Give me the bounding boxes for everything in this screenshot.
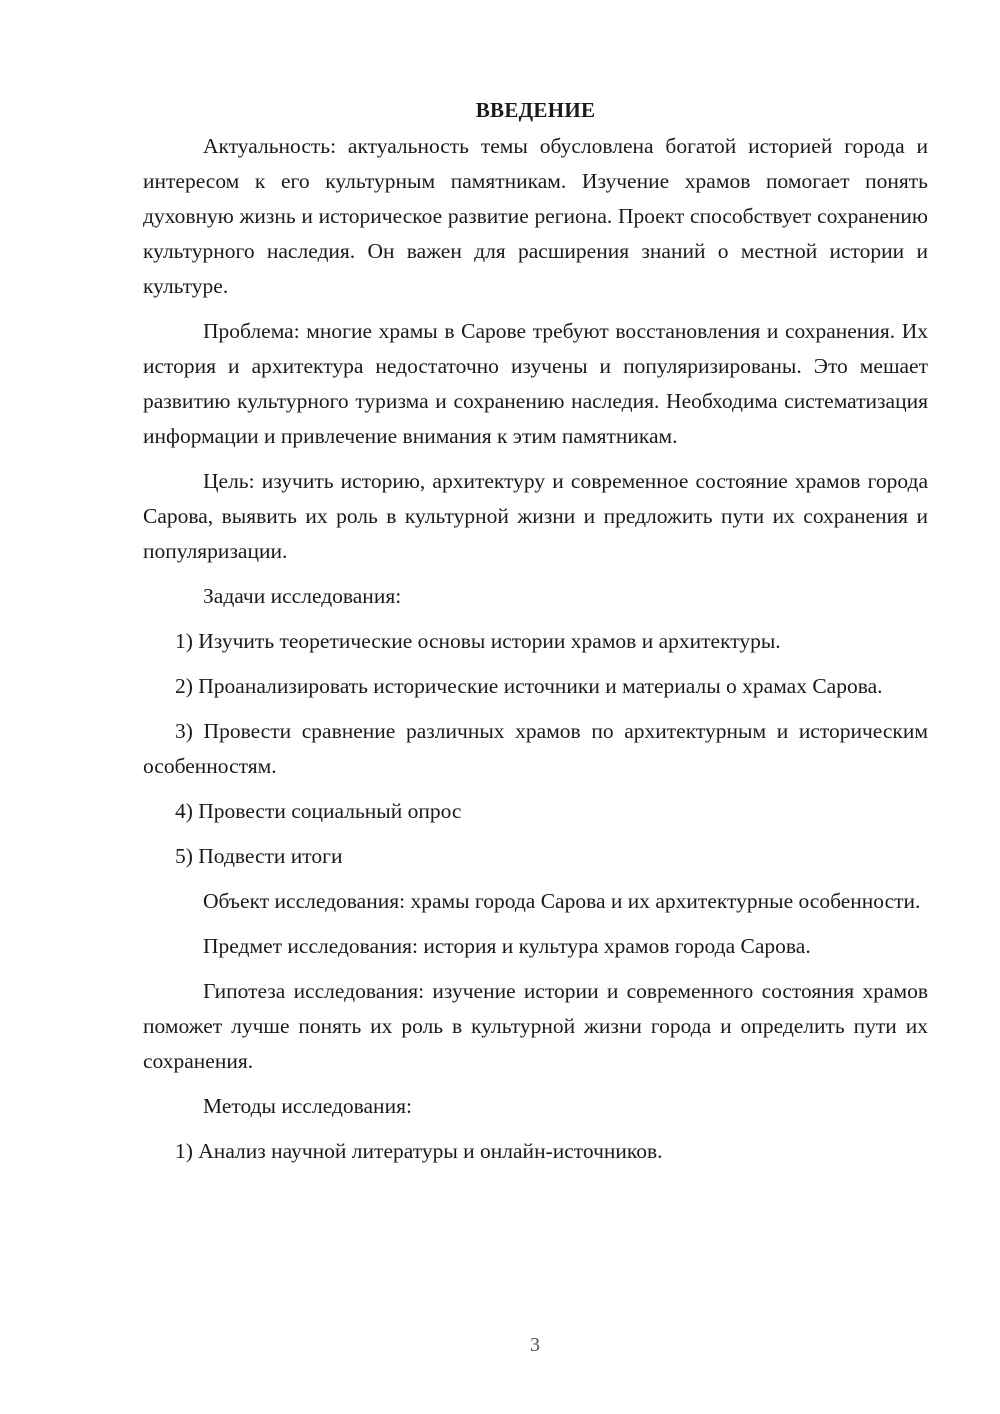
paragraph-methods-heading: Методы исследования:	[203, 1094, 412, 1118]
paragraph-relevance: Актуальность: актуальность темы обусловлена богатой историей города и интересом к его культурным памятникам. Изучение храмов помогает понять духовную жизнь и историческое развитие региона. Проект способствует сохранению культурного наследия. Он важен для расширения знаний о местной истории и культуре.	[143, 134, 928, 298]
paragraph-hypothesis: Гипотеза исследования: изучение истории и современного состояния храмов поможет лучше понять их роль в культурной жизни города и определить пути их сохранения.	[143, 979, 928, 1073]
paragraph-subject: Предмет исследования: история и культура храмов города Сарова.	[203, 934, 811, 958]
page-content	[143, 95, 928, 1179]
task-item-5: 5) Подвести итоги	[175, 844, 343, 868]
paragraph-problem: Проблема: многие храмы в Сарове требуют восстановления и сохранения. Их история и архитектура недостаточно изучены и популяризированы. Это мешает развитию культурного туризма и сохранению наследия. Необходима систематизация информации и привлечение внимания к этим памятникам.	[143, 319, 928, 448]
paragraph-goal: Цель: изучить историю, архитектуру и современное состояние храмов города Сарова, выявить их роль в культурной жизни и предложить пути их сохранения и популяризации.	[143, 469, 928, 563]
section-title: ВВЕДЕНИЕ	[475, 98, 596, 122]
task-item-3: 3) Провести сравнение различных храмов по архитектурным и историческим особенностям.	[143, 719, 928, 778]
task-item-4: 4) Провести социальный опрос	[175, 799, 462, 823]
method-item-1: 1) Анализ научной литературы и онлайн-источников.	[175, 1139, 663, 1163]
paragraph-tasks-heading: Задачи исследования:	[203, 584, 402, 608]
task-item-1: 1) Изучить теоретические основы истории храмов и архитектуры.	[175, 629, 781, 653]
paragraph-object: Объект исследования: храмы города Сарова и их архитектурные особенности.	[203, 889, 921, 913]
task-item-2: 2) Проанализировать исторические источники и материалы о храмах Сарова.	[175, 674, 883, 698]
page-number: 3	[530, 1334, 540, 1356]
